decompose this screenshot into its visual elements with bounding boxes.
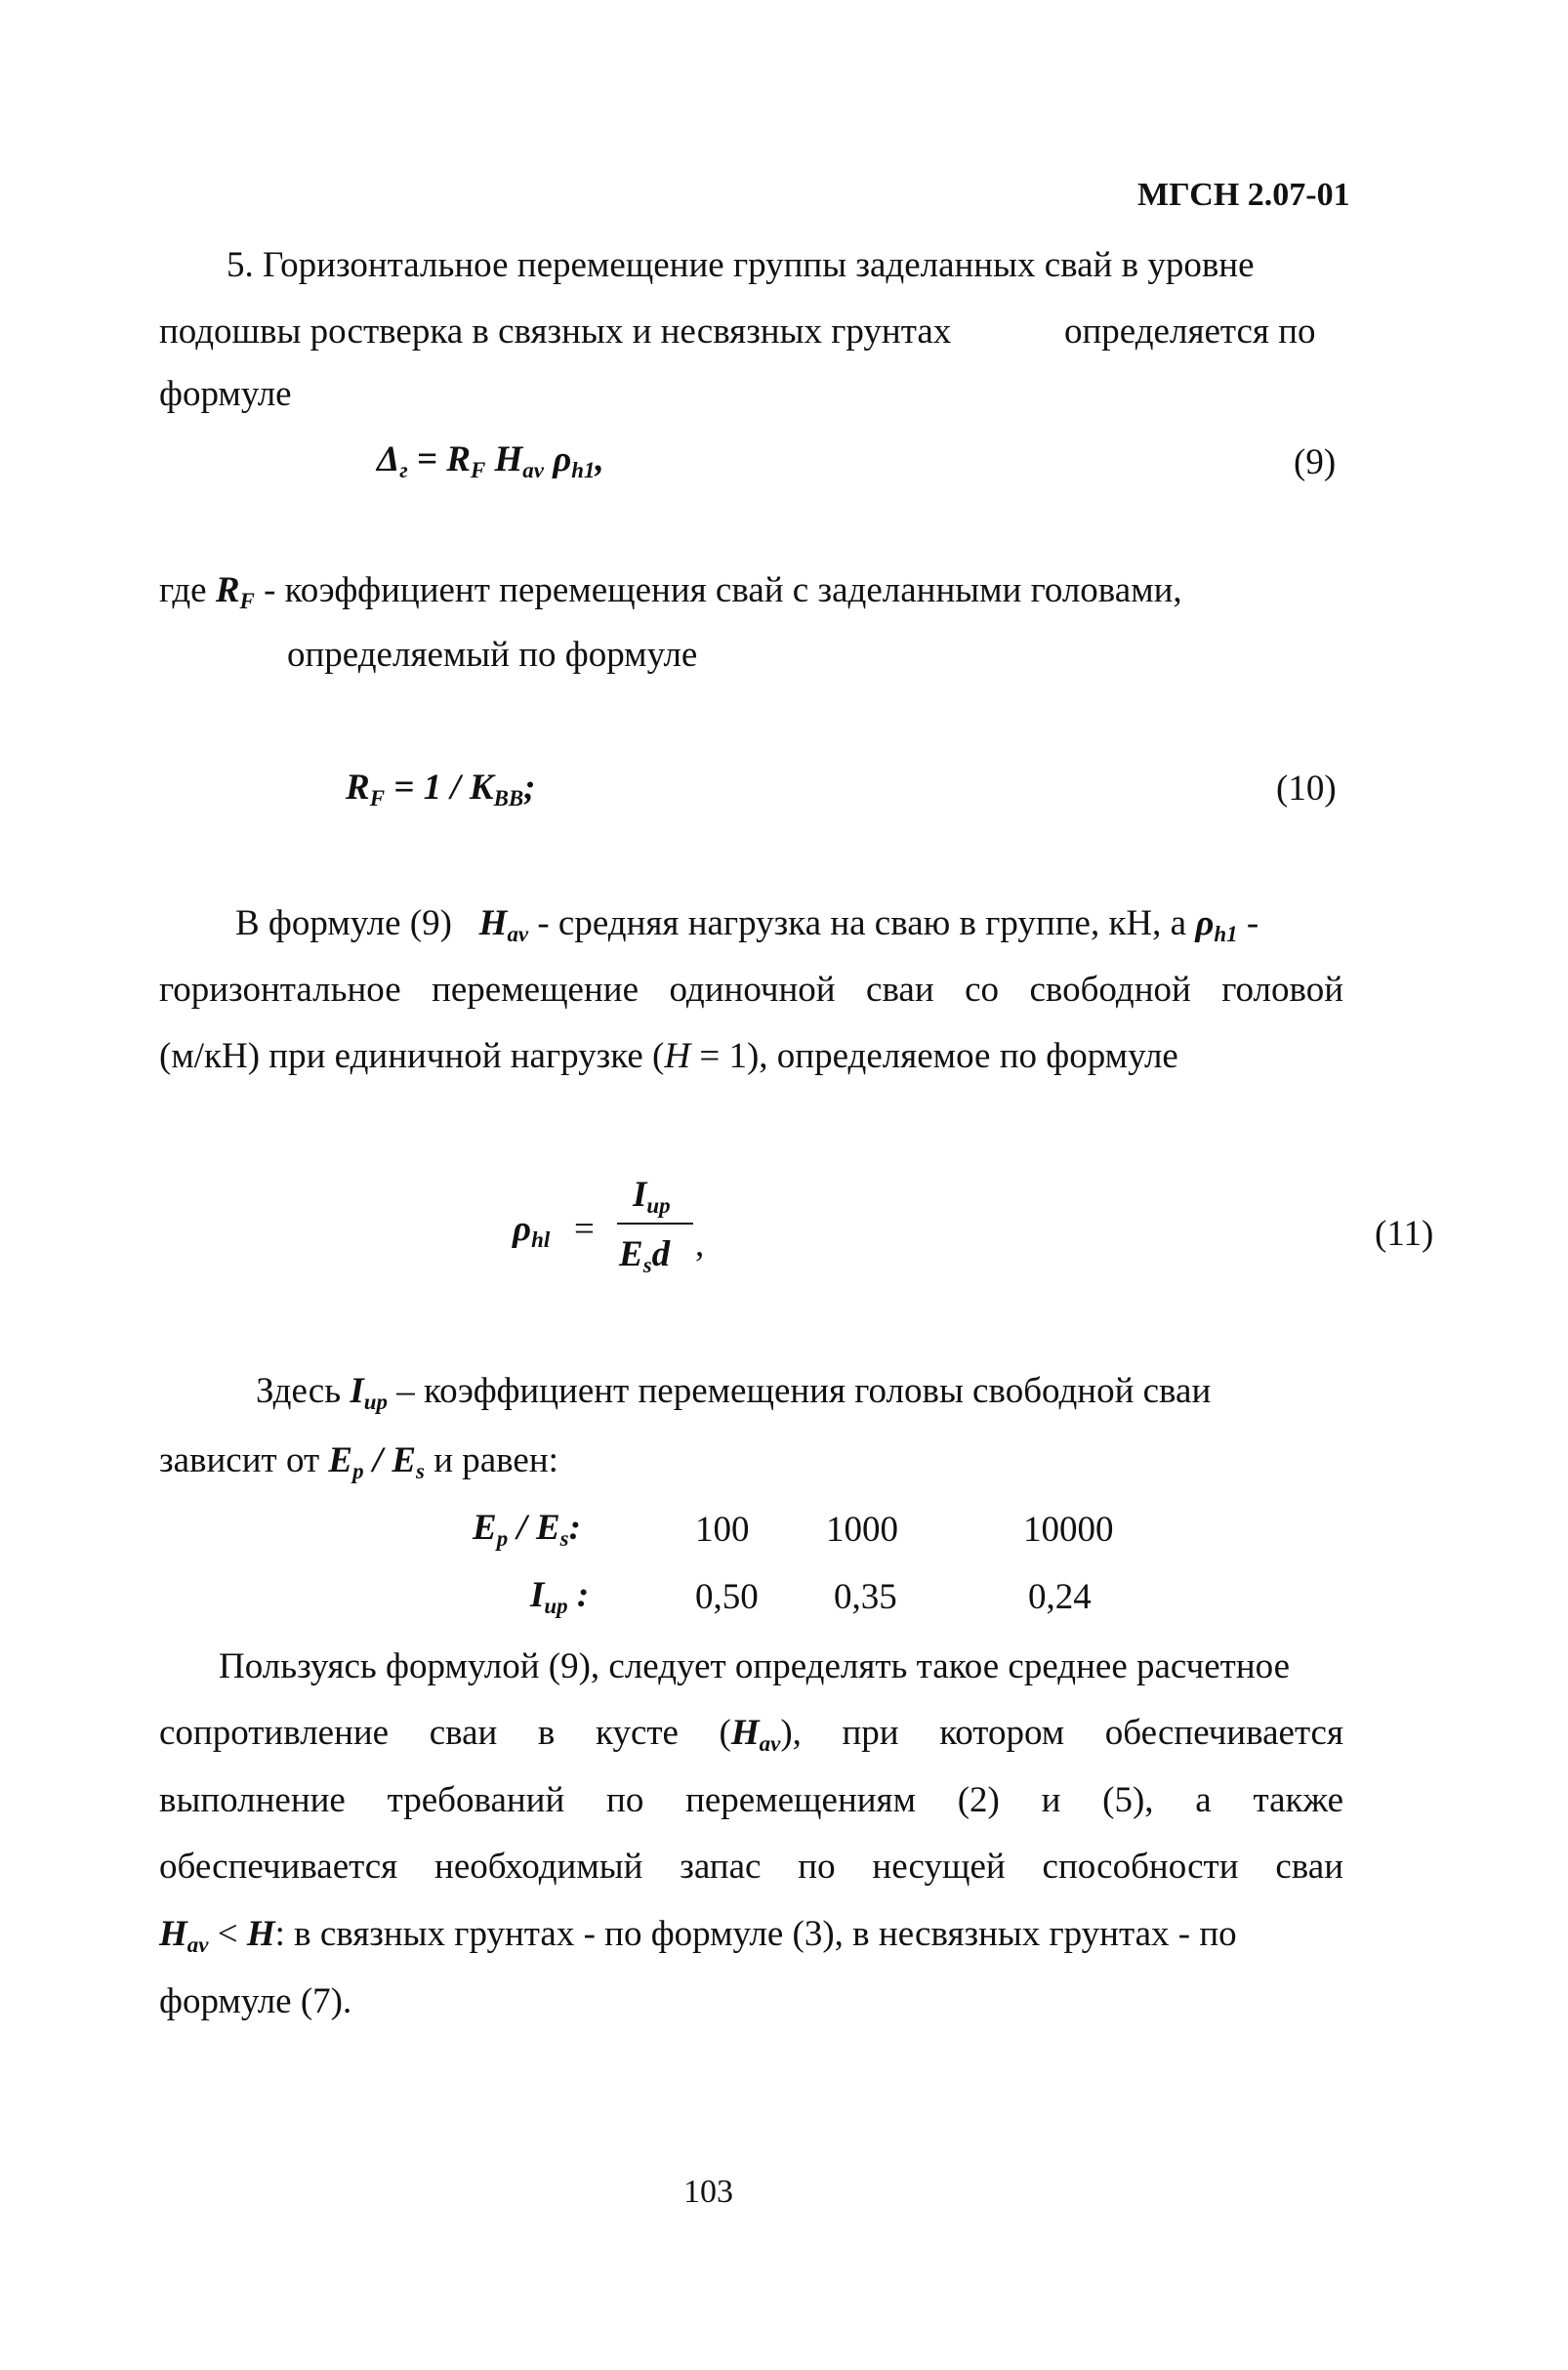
equation-11-lhs: $\rho_{hl}$ — [513, 1209, 551, 1252]
table-row1-value: 1000 — [826, 1510, 898, 1550]
equation-11-denominator: $E_sd$ — [619, 1234, 671, 1277]
table-row2-label: $I_{up}$ : — [530, 1575, 590, 1618]
para-using-line3: выполнение требований по перемещениям (2) и (5), а также — [159, 1780, 1343, 1820]
table-row2-value: 0,35 — [834, 1577, 897, 1617]
para-formula9-line3: (м/кН) при единичной нагрузке (H = 1), определяемое по формуле — [159, 1036, 1178, 1076]
equation-10: $R_F = 1 / K_{BB}$; — [346, 768, 536, 811]
para-using-line5: $H_{av} < H$: в связных грунтах - по формуле (3), в несвязных грунтах - по — [159, 1914, 1237, 1957]
para5-line3: формуле — [159, 374, 292, 414]
equation-11-comma: , — [695, 1225, 705, 1265]
para-using-line2: сопротивление сваи в кусте $(H_{av})$, при котором обеспечивается — [159, 1713, 1343, 1756]
equation-11-equals: = — [574, 1209, 595, 1249]
para-formula9-line2: горизонтальное перемещение одиночной сваи со свободной головой — [159, 970, 1343, 1010]
table-row1-value: 100 — [695, 1510, 750, 1550]
para5-line1: 5. Горизонтальное перемещение группы заделанных свай в уровне — [227, 245, 1255, 285]
equation-9-number: (9) — [1294, 442, 1337, 482]
table-row1-value: 10000 — [1023, 1510, 1114, 1550]
table-row2-value: 0,24 — [1028, 1577, 1092, 1617]
page-number: 103 — [683, 2174, 733, 2210]
where-line2: определяемый по формуле — [287, 635, 698, 675]
equation-9: $\Delta_г = R_F$ $H_{av}$ $\rho_{h1}$, — [377, 439, 604, 482]
para-using-line6: формуле (7). — [159, 1981, 352, 2021]
equation-11-fraction-bar — [617, 1223, 693, 1225]
para-here-line2: зависит от $E_p / E_s$ и равен: — [159, 1440, 558, 1483]
document-code: МГСН 2.07-01 — [1137, 177, 1350, 213]
para5-line2-b: определяется по — [1064, 312, 1316, 352]
para-using-line1: Пользуясь формулой (9), следует определять такое среднее расчетное — [219, 1646, 1290, 1686]
para-here-line1: Здесь $I_{up}$ – коэффициент перемещения головы свободной сваи — [256, 1371, 1212, 1414]
equation-11-numerator: $I_{up}$ — [633, 1175, 671, 1218]
equation-11-number: (11) — [1375, 1214, 1434, 1254]
equation-10-number: (10) — [1276, 769, 1337, 809]
where-line1: где $R_F$ - коэффициент перемещения свай с заделанными головами, — [159, 570, 1182, 613]
table-row1-label: $E_p / E_s$: — [473, 1508, 581, 1551]
para5-line2-a: подошвы ростверка в связных и несвязных грунтах — [159, 312, 952, 352]
table-row2-value: 0,50 — [695, 1577, 759, 1617]
para-formula9-line1: В формуле (9) $H_{av}$ - средняя нагрузка на сваю в группе, кН, а $\rho_{h1}$ - — [235, 903, 1259, 946]
para-using-line4: обеспечивается необходимый запас по несущей способности сваи — [159, 1847, 1343, 1887]
